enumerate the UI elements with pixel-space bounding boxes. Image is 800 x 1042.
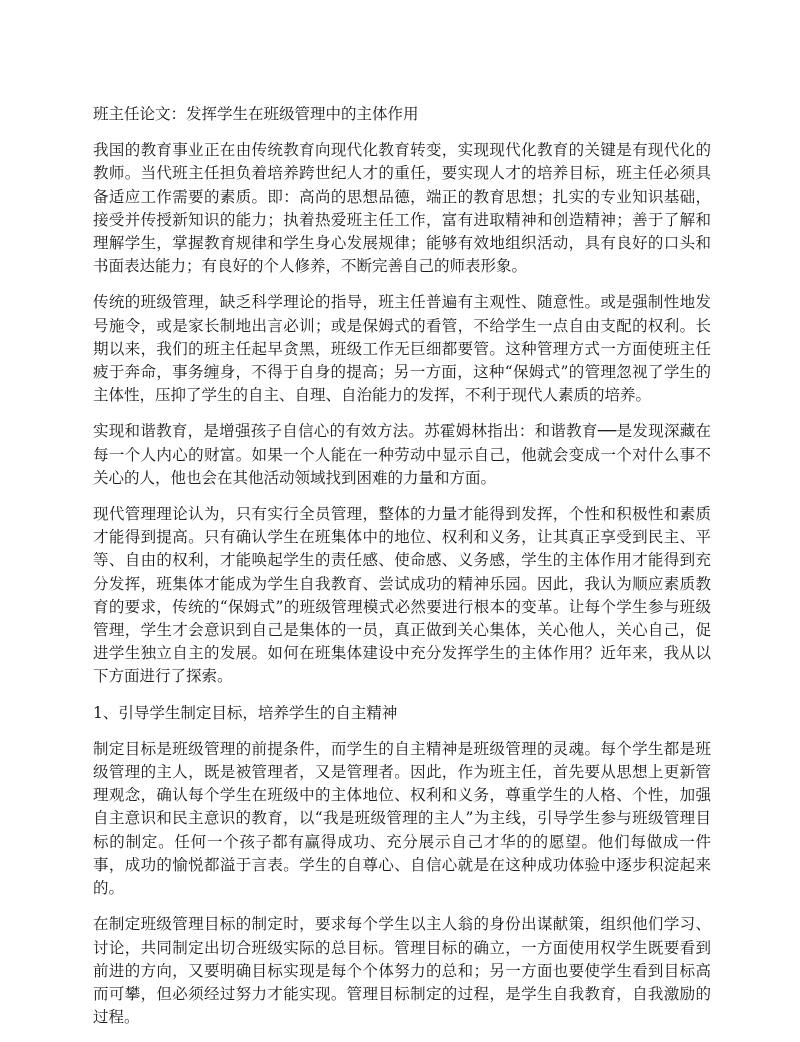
paragraph-5: 制定目标是班级管理的前提条件，而学生的自主精神是班级管理的灵魂。每个学生都是班级管理的主人，既是被管理者，又是管理者。因此，作为班主任，首先要从思想上更新管理观念，确认每个学生在班级中的主体地位、权利和义务，尊重学生的人格、个性，加强自主意识和民主意识的教育，以“我是班级管理的主人”为主线，引导学生参与班级管理目标的制定。任何一个孩子都有赢得成功、充分展示自己才华的的愿望。他们每做成一件事，成功的愉悦都溢于言表。学生的自尊心、自信心就是在这种成功体验中逐步积淀起来的。 — [93, 739, 711, 898]
document-page — [93, 103, 711, 1042]
document-title: 班主任论文：发挥学生在班级管理中的主体作用 — [93, 105, 419, 123]
paragraph-1: 我国的教育事业正在由传统教育向现代化教育转变，实现现代化教育的关键是有现代化的教师。当代班主任担负着培养跨世纪人才的重任，要实现人才的培养目标，班主任必须具备适应工作需要的素质。即：高尚的思想品德，端正的教育思想；扎实的专业知识基础，接受并传授新知识的能力；执着热爱班主任工作，富有进取精神和创造精神；善于了解和理解学生，掌握教育规律和学生身心发展规律；能够有效地组织活动，具有良好的口头和书面表达能力；有良好的个人修养，不断完善自己的师表形象。 — [93, 141, 711, 276]
section-heading-1: 1、引导学生制定目标，培养学生的自主精神 — [93, 703, 398, 722]
paragraph-4: 现代管理理论认为，只有实行全员管理，整体的力量才能得到发挥，个性和积极性和素质才能得到提高。只有确认学生在班集体中的地位、权利和义务，让其真正享受到民主、平等、自由的权利，才能唤起学生的责任感、使命感、义务感，学生的主体作用才能得到充分发挥，班集体才能成为学生自我教育、尝试成功的精神乐园。因此，我认为顺应素质教育的要求，传统的“保姆式”的班级管理模式必然要进行根本的变革。让每个学生参与班级管理，学生才会意识到自己是集体的一员，真正做到关心集体，关心他人，关心自己，促进学生独立自主的发展。如何在班集体建设中充分发挥学生的主体作用？近年来，我从以下方面进行了探索。 — [93, 505, 711, 686]
paragraph-6: 在制定班级管理目标的制定时，要求每个学生以主人翁的身份出谋献策，组织他们学习、讨论，共同制定出切合班级实际的总目标。管理目标的确立，一方面使用权学生既要看到前进的方向，又要明确目标实现是每个个体努力的总和；另一方面也要使学生看到目标高而可攀，但必须经过努力才能实现。管理目标制定的过程，是学生自我教育，自我激励的过程。 — [93, 915, 711, 1027]
paragraph-2: 传统的班级管理，缺乏科学理论的指导，班主任普遍有主观性、随意性。或是强制性地发号施令，或是家长制地出言必训；或是保姆式的看管，不给学生一点自由支配的权利。长期以来，我们的班主任起早贪黑，班级工作无巨细都要管。这种管理方式一方面使班主任疲于奔命，事务缠身，不得于自身的提高；另一方面，这种“保姆式”的管理忽视了学生的主体性，压抑了学生的自主、自理、自治能力的发挥，不利于现代人素质的培养。 — [93, 293, 711, 405]
paragraph-3: 实现和谐教育，是增强孩子自信心的有效方法。苏霍姆林指出：和谐教育──是发现深藏在每一个人内心的财富。如果一个人能在一种劳动中显示自己，他就会变成一个对什么事不关心的人，他也会在其他活动领域找到困难的力量和方面。 — [93, 422, 711, 487]
